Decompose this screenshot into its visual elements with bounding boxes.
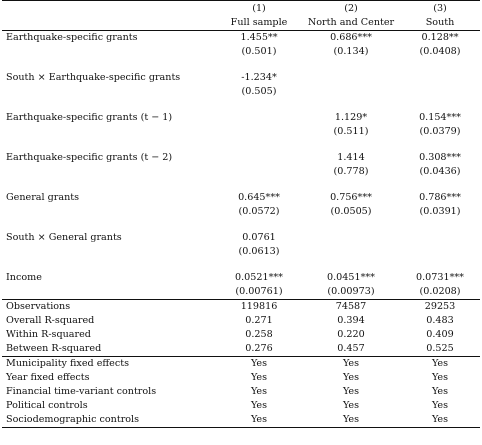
- header-blank-cell: [2, 1, 216, 17]
- statistic-value: 0.276: [216, 342, 302, 357]
- column-number-row: [2, 1, 480, 17]
- column-number: (3): [400, 1, 480, 17]
- control-value: Yes: [250, 400, 268, 411]
- standard-error-label-cell: [2, 85, 216, 99]
- statistic-value: 119816: [240, 301, 278, 312]
- standard-error-row: [2, 45, 480, 59]
- regression-table: [2, 0, 480, 428]
- control-value: Yes: [431, 386, 449, 397]
- column-number: (2): [302, 1, 400, 17]
- standard-error-cell: (0.0391): [419, 206, 461, 217]
- variable-label: Earthquake-specific grants (t − 2): [6, 152, 173, 163]
- spacer-cell: [2, 179, 480, 191]
- statistic-value: 0.220: [337, 329, 365, 340]
- coefficient-cell: 0.0451***: [327, 272, 375, 283]
- standard-error-cell: (0.0613): [238, 246, 280, 257]
- coefficient-cell: 0.0521***: [235, 272, 283, 283]
- standard-error-cell: (0.0208): [400, 285, 480, 300]
- statistic-value: 29253: [424, 301, 456, 312]
- coefficient-cell: 1.414: [337, 152, 365, 163]
- coefficient-row: [2, 191, 480, 205]
- coefficient-cell: 0.686***: [330, 32, 372, 43]
- column-name: Full sample: [216, 16, 302, 31]
- statistic-value: 0.457: [302, 342, 400, 357]
- standard-error-row: [2, 125, 480, 139]
- coefficient-cell: 0.786***: [419, 192, 461, 203]
- standard-error-cell: (0.0572): [238, 206, 280, 217]
- control-value: Yes: [431, 358, 449, 369]
- control-label: Municipality fixed effects: [6, 358, 130, 369]
- coefficient-row: [2, 111, 480, 125]
- standard-error-cell: [216, 165, 302, 179]
- control-value: Yes: [250, 386, 268, 397]
- coefficient-row: [2, 71, 480, 85]
- control-value: Yes: [342, 386, 360, 397]
- spacer-cell: [2, 219, 480, 231]
- statistic-value: 0.271: [245, 315, 273, 326]
- coefficient-cell: [302, 231, 400, 245]
- control-value: Yes: [216, 413, 302, 428]
- coefficient-row: [2, 31, 480, 46]
- statistic-value: 0.525: [400, 342, 480, 357]
- variable-label: General grants: [6, 192, 80, 203]
- spacer-cell: [2, 259, 480, 271]
- control-row: [2, 413, 480, 428]
- control-label: Financial time-variant controls: [6, 386, 157, 397]
- coefficient-cell: 0.0761: [242, 232, 276, 243]
- coefficient-cell: 0.756***: [330, 192, 372, 203]
- coefficient-row: [2, 271, 480, 285]
- row-spacer: [2, 99, 480, 111]
- control-value: Yes: [400, 413, 480, 428]
- regression-table-body: [2, 1, 480, 428]
- variable-label: South × General grants: [6, 232, 122, 243]
- row-spacer: [2, 59, 480, 71]
- spacer-cell: [2, 59, 480, 71]
- control-value: Yes: [342, 372, 360, 383]
- control-value: Yes: [250, 372, 268, 383]
- control-row: [2, 399, 480, 413]
- statistic-value: 74587: [335, 301, 367, 312]
- variable-label: Earthquake-specific grants (t − 1): [6, 112, 173, 123]
- column-number: (1): [216, 1, 302, 17]
- coefficient-row: [2, 231, 480, 245]
- header-blank-cell: [2, 16, 216, 31]
- standard-error-row: [2, 245, 480, 259]
- standard-error-label-cell: [2, 285, 216, 300]
- standard-error-cell: [302, 245, 400, 259]
- control-value: Yes: [431, 400, 449, 411]
- statistic-value: 0.258: [245, 329, 273, 340]
- coefficient-cell: -1.234*: [241, 72, 277, 83]
- standard-error-cell: [400, 245, 480, 259]
- coefficient-cell: 0.0731***: [416, 272, 464, 283]
- coefficient-cell: [216, 111, 302, 125]
- row-spacer: [2, 219, 480, 231]
- statistic-value: 0.394: [337, 315, 365, 326]
- coefficient-cell: 1.129*: [334, 112, 368, 123]
- control-label: Political controls: [6, 400, 88, 411]
- column-name-row: [2, 16, 480, 31]
- standard-error-label-cell: [2, 205, 216, 219]
- statistic-row: [2, 342, 480, 357]
- standard-error-cell: (0.0505): [330, 206, 372, 217]
- row-spacer: [2, 259, 480, 271]
- column-name: South: [400, 16, 480, 31]
- variable-label: Earthquake-specific grants: [6, 32, 138, 43]
- spacer-cell: [2, 139, 480, 151]
- control-row: [2, 385, 480, 399]
- control-value: Yes: [342, 358, 360, 369]
- standard-error-cell: (0.0379): [419, 126, 461, 137]
- control-value: Yes: [250, 358, 268, 369]
- control-label: Sociodemographic controls: [2, 413, 216, 428]
- standard-error-cell: (0.505): [241, 86, 277, 97]
- control-label: Year fixed effects: [6, 372, 90, 383]
- statistic-label: Overall R-squared: [6, 315, 95, 326]
- statistic-row: [2, 300, 480, 315]
- standard-error-cell: (0.134): [333, 46, 369, 57]
- coefficient-cell: [400, 231, 480, 245]
- standard-error-label-cell: [2, 125, 216, 139]
- standard-error-cell: (0.00973): [302, 285, 400, 300]
- statistic-label: Within R-squared: [6, 329, 91, 340]
- standard-error-cell: (0.511): [333, 126, 369, 137]
- statistic-row: [2, 314, 480, 328]
- statistic-value: 0.409: [426, 329, 454, 340]
- standard-error-cell: [216, 125, 302, 139]
- statistic-label: Observations: [6, 301, 71, 312]
- standard-error-cell: (0.501): [241, 46, 277, 57]
- control-row: [2, 371, 480, 385]
- standard-error-label-cell: [2, 45, 216, 59]
- control-value: Yes: [342, 400, 360, 411]
- variable-label: South × Earthquake-specific grants: [6, 72, 181, 83]
- standard-error-label-cell: [2, 165, 216, 179]
- standard-error-label-cell: [2, 245, 216, 259]
- standard-error-cell: [302, 85, 400, 99]
- coefficient-cell: [216, 151, 302, 165]
- coefficient-cell: 0.154***: [419, 112, 461, 123]
- statistic-value: 0.483: [426, 315, 454, 326]
- standard-error-cell: [400, 85, 480, 99]
- coefficient-cell: 0.308***: [419, 152, 461, 163]
- standard-error-cell: (0.0408): [419, 46, 461, 57]
- coefficient-cell: 0.128**: [421, 32, 459, 43]
- control-row: [2, 357, 480, 372]
- coefficient-cell: [400, 71, 480, 85]
- coefficient-row: [2, 151, 480, 165]
- statistic-row: [2, 328, 480, 342]
- coefficient-cell: [302, 71, 400, 85]
- variable-label: Income: [6, 272, 42, 283]
- spacer-cell: [2, 99, 480, 111]
- control-value: Yes: [431, 372, 449, 383]
- standard-error-row: [2, 285, 480, 300]
- coefficient-cell: 1.455**: [240, 32, 278, 43]
- standard-error-cell: (0.00761): [216, 285, 302, 300]
- statistic-label: Between R-squared: [2, 342, 216, 357]
- coefficient-cell: 0.645***: [238, 192, 280, 203]
- standard-error-cell: (0.0436): [419, 166, 461, 177]
- row-spacer: [2, 139, 480, 151]
- row-spacer: [2, 179, 480, 191]
- standard-error-row: [2, 165, 480, 179]
- standard-error-cell: (0.778): [333, 166, 369, 177]
- standard-error-row: [2, 85, 480, 99]
- control-value: Yes: [302, 413, 400, 428]
- standard-error-row: [2, 205, 480, 219]
- column-name: North and Center: [302, 16, 400, 31]
